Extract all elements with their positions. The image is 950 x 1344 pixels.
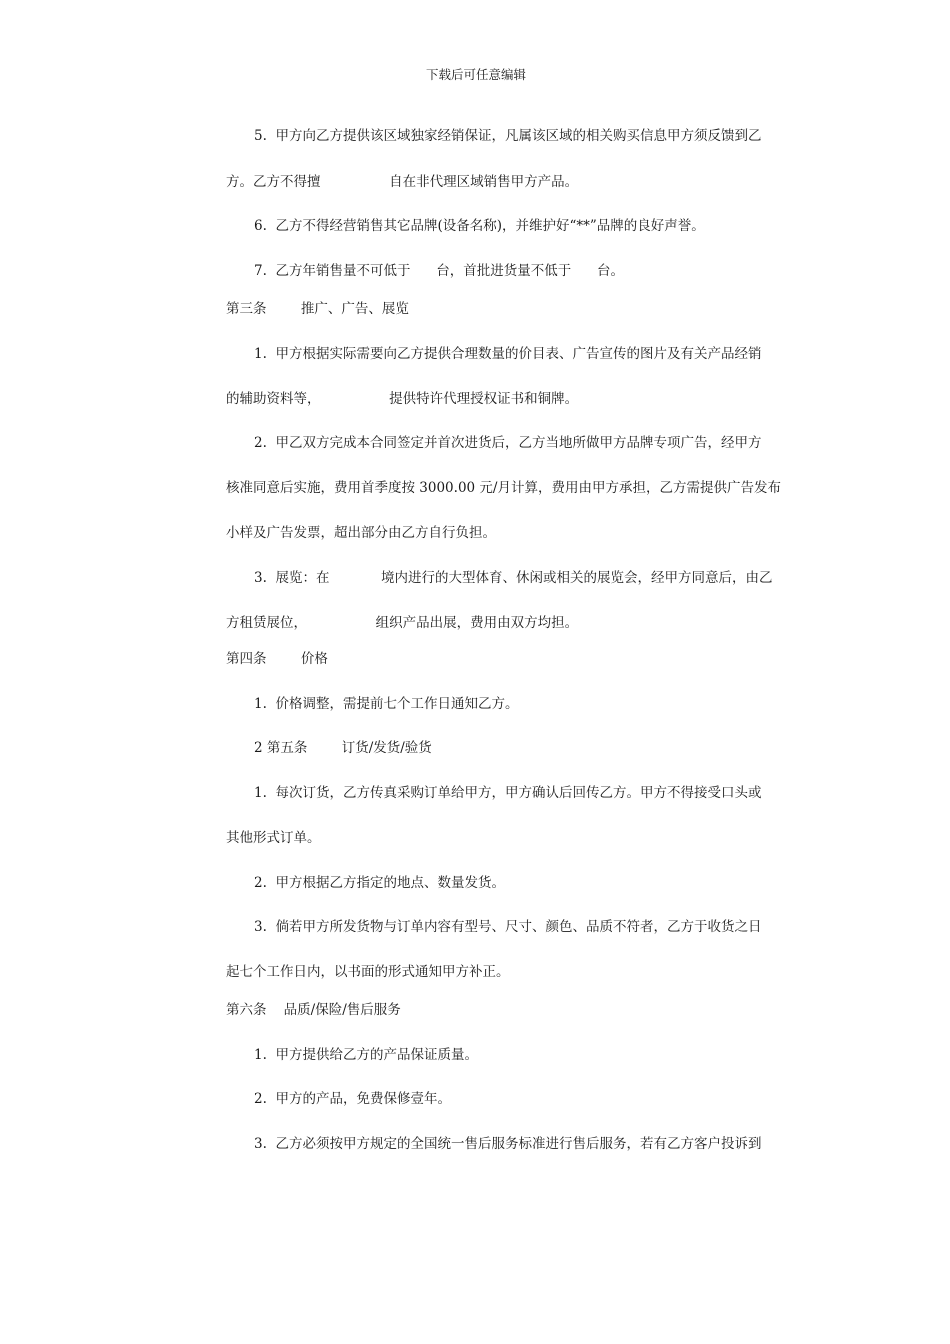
text-line: 1. 甲方提供给乙方的产品保证质量。 xyxy=(254,1047,478,1063)
text-line: 1. 甲方根据实际需要向乙方提供合理数量的价目表、广告宣传的图片及有关产品经销 xyxy=(254,346,762,362)
section-heading: 2 第五条 订货/发货/验货 xyxy=(254,740,432,756)
text-line: 2. 甲乙双方完成本合同签定并首次进货后，乙方当地所做甲方品牌专项广告，经甲方 xyxy=(254,435,762,451)
text-line: 其他形式订单。 xyxy=(226,830,321,846)
page-header: 下载后可任意编辑 xyxy=(426,67,527,82)
text-line: 核准同意后实施，费用首季度按 3000.00 元/月计算，费用由甲方承担，乙方需提供广告发布 xyxy=(226,480,781,496)
text-line: 6. 乙方不得经营销售其它品牌(设备名称)，并维护好“**”品牌的良好声誉。 xyxy=(254,218,705,234)
text-line: 1. 每次订货，乙方传真采购订单给甲方，甲方确认后回传乙方。甲方不得接受口头或 xyxy=(254,785,762,801)
text-line: 5. 甲方向乙方提供该区域独家经销保证，凡属该区域的相关购买信息甲方须反馈到乙 xyxy=(254,128,762,144)
text-line: 7. 乙方年销售量不可低于 台，首批进货量不低于 台。 xyxy=(254,263,624,279)
text-line: 方。乙方不得擅 自在非代理区域销售甲方产品。 xyxy=(226,174,579,190)
text-line: 的辅助资料等， 提供特许代理授权证书和铜牌。 xyxy=(226,391,579,407)
text-line: 2. 甲方的产品，免费保修壹年。 xyxy=(254,1091,451,1107)
text-line: 方租赁展位， 组织产品出展，费用由双方均担。 xyxy=(226,615,579,631)
text-line: 小样及广告发票，超出部分由乙方自行负担。 xyxy=(226,525,496,541)
text-line: 起七个工作日内，以书面的形式通知甲方补正。 xyxy=(226,964,510,980)
section-heading: 第三条 推广、广告、展览 xyxy=(226,301,409,317)
text-line: 3. 倘若甲方所发货物与订单内容有型号、尺寸、颜色、品质不符者，乙方于收货之日 xyxy=(254,919,762,935)
section-heading: 第四条 价格 xyxy=(226,651,328,667)
text-line: 3. 乙方必须按甲方规定的全国统一售后服务标准进行售后服务，若有乙方客户投诉到 xyxy=(254,1136,762,1152)
section-heading: 第六条 品质/保险/售后服务 xyxy=(226,1002,401,1018)
text-line: 1. 价格调整，需提前七个工作日通知乙方。 xyxy=(254,696,519,712)
text-line: 3. 展览：在 境内进行的大型体育、休闲或相关的展览会，经甲方同意后，由乙 xyxy=(254,570,773,586)
text-line: 2. 甲方根据乙方指定的地点、数量发货。 xyxy=(254,875,505,891)
